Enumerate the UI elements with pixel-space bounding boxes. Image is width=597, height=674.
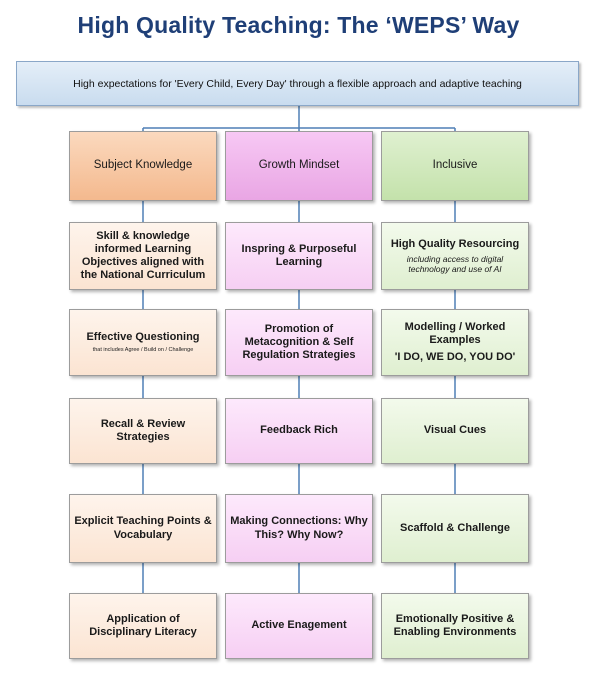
box-label: Recall & Review Strategies	[100, 417, 186, 443]
header-label: Subject Knowledge	[93, 159, 193, 172]
box-label: Active Enagement	[251, 619, 347, 632]
purposeful-learning-box	[225, 222, 373, 290]
recall-review-box	[69, 398, 217, 464]
metacognition-box	[225, 309, 373, 376]
enabling-environments-box	[381, 593, 529, 659]
growth-mindset-header	[225, 131, 373, 201]
box-label: Inspring & Purposeful Learning	[241, 242, 357, 268]
box-extra: 'I DO, WE DO, YOU DO'	[394, 350, 516, 363]
box-label: Making Connections: Why This? Why Now?	[230, 515, 368, 541]
page-title: High Quality Teaching: The ‘WEPS’ Way	[77, 12, 520, 38]
box-note: that includes Agree / Build on / Challenge	[92, 347, 194, 354]
box-label: Scaffold & Challenge	[399, 521, 511, 534]
subject-knowledge-header	[69, 131, 217, 201]
feedback-rich-box	[225, 398, 373, 464]
box-label: Explicit Teaching Points & Vocabulary	[74, 515, 212, 541]
high-expectations-banner: High expectations for 'Every Child, Every Day' through a flexible approach and adaptive teaching	[16, 61, 579, 106]
quality-resourcing-box	[381, 222, 529, 290]
inclusive-header	[381, 131, 529, 201]
explicit-teaching-box	[69, 494, 217, 563]
modelling-box	[381, 309, 529, 376]
box-label: Application of Disciplinary Literacy	[89, 612, 197, 638]
box-label: Visual Cues	[423, 424, 487, 437]
learning-objectives-box	[69, 222, 217, 290]
box-label: Modelling / Worked Examples	[404, 321, 506, 347]
box-label: High Quality Resourcing	[390, 237, 520, 250]
active-engagement-box	[225, 593, 373, 659]
effective-questioning-box	[69, 309, 217, 376]
scaffold-challenge-box	[381, 494, 529, 563]
box-label: Emotionally Positive & Enabling Environments	[393, 612, 517, 638]
header-label: Growth Mindset	[258, 159, 340, 172]
box-note: including access to digital technology and use of AI	[406, 253, 504, 275]
box-label: Skill & knowledge informed Learning Objectives aligned with the National Curriculum	[80, 229, 206, 282]
making-connections-box	[225, 494, 373, 563]
header-label: Inclusive	[432, 159, 478, 172]
box-label: Effective Questioning	[86, 331, 200, 344]
box-label: Promotion of Metacognition & Self Regulation Strategies	[242, 322, 356, 362]
visual-cues-box	[381, 398, 529, 464]
disciplinary-literacy-box	[69, 593, 217, 659]
box-label: Feedback Rich	[260, 424, 338, 437]
